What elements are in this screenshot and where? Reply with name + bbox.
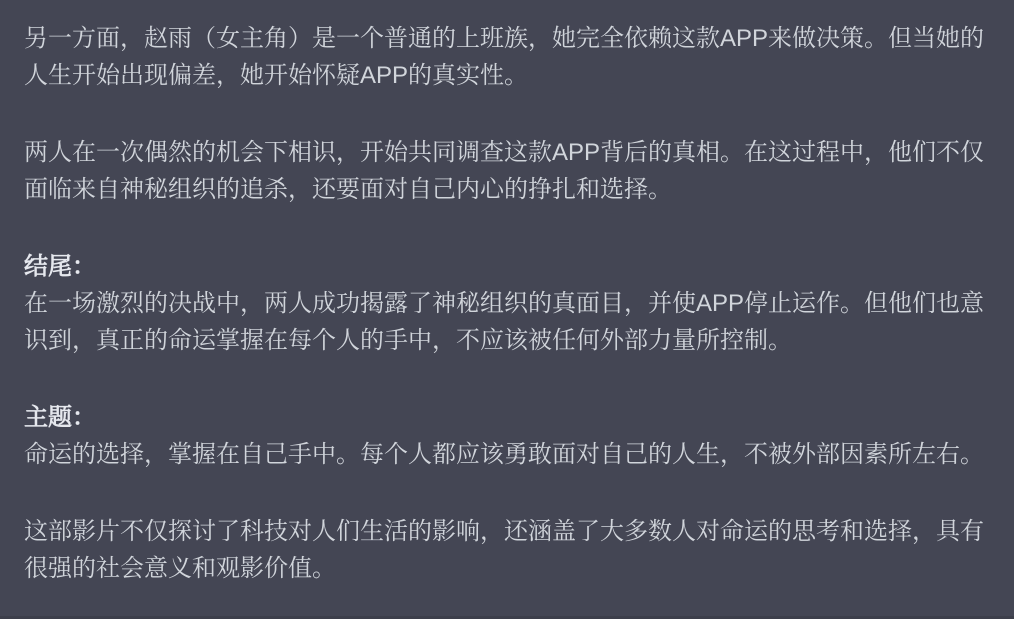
- section-theme-text: 命运的选择，掌握在自己手中。每个人都应该勇敢面对自己的人生，不被外部因素所左右。: [24, 441, 984, 468]
- closing-remarks-paragraph: 这部影片不仅探讨了科技对人们生活的影响，还涵盖了大多数人对命运的思考和选择，具有很强的社会意义和观影价值。: [24, 518, 984, 582]
- section-theme-heading: 主题：: [24, 404, 96, 431]
- section-ending-text: 在一场激烈的决战中，两人成功揭露了神秘组织的真面目，并使APP停止运作。但他们也意识到，真正的命运掌握在每个人的手中，不应该被任何外部力量所控制。: [24, 290, 985, 354]
- section-ending: [24, 248, 990, 359]
- plot-paragraph-female-lead: 另一方面，赵雨（女主角）是一个普通的上班族，她完全依赖这款APP来做决策。但当她的人生开始出现偏差，她开始怀疑APP的真实性。: [24, 25, 985, 89]
- section-theme: [24, 399, 990, 473]
- section-ending-heading: 结尾：: [24, 253, 96, 280]
- plot-paragraph-investigation: 两人在一次偶然的机会下相识，开始共同调查这款APP背后的真相。在这过程中，他们不仅面临来自神秘组织的追杀，还要面对自己内心的挣扎和选择。: [24, 139, 985, 203]
